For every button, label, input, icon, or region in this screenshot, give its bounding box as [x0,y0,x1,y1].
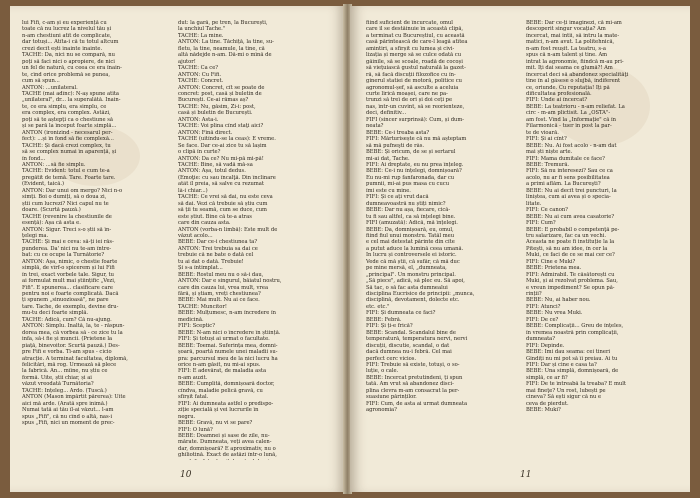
text-line: BEBE: Prietena mea. [526,265,582,272]
text-line: lâ-i chiar...) [178,187,208,194]
text-line: ANTON (ironizînd - necesarul per- [22,129,113,136]
text-line: FIFI (sincer surprinsă): Cum, și dum- [366,116,465,123]
text-line: îmi este cu mine. [366,187,411,194]
text-line: TACHE: Adică, cum? Că nu-ajung. [22,316,112,323]
text-line: medicină. [178,316,204,323]
text-line: temperatură, temperatura nervi, nervi [366,336,468,343]
text-line: BEBE: Ce-i treaba asta? [366,129,430,136]
text-line: „Să piece", adică, să plec eu. Să apoi, [366,278,465,285]
text-line: matici, n-am avut. La politehnică, [526,39,615,46]
text-line: încercat, mai întîi, să intru la mate- [526,32,620,39]
text-line: BEBE: Toemai. Suferința mea, domni- [178,342,278,349]
text-line: suasiune părinților. [366,394,417,401]
text-line: ră, să facă discuții filozofice cu în- [366,71,456,78]
text-line: o clipă în curte? [178,149,221,156]
text-line: punderea. Da' nici nu te-am între- [22,245,112,252]
text-line: nas, într-un cuvînt, să se reorienteze, [366,103,465,110]
text-line: FIFI: Cine e Muki? [526,258,576,265]
text-line: dificultatea profesională. [526,90,592,97]
left-page [10,6,345,492]
text-line: ANTON: ...unilateral. [22,84,78,91]
text-line: a primi aflăm. La Bucureşti? [526,181,601,188]
text-line: BEBE: E probabil o competenţă pe- [526,226,620,233]
text-line: pe mine mersă, el, „dumneata, [366,265,447,272]
text-line: Numai tată ai tău îl-ai văzut... l-am [22,407,114,414]
right-page-column-1 [366,20,504,460]
text-line: TACHE: Da, nici nu se compară, nu [22,52,115,59]
text-line: FIFI: Unde ai încercat? [526,97,588,104]
text-line: (Emoţie: cu sau încalţă. Din înclinare [178,174,276,181]
text-line: ANTON: Trei trebuia sa dai ce [178,245,258,252]
text-line: să ții tu seamă, cum se duce, cum [178,207,267,214]
text-line: discuții, discutie, scandal, o dat [366,342,450,349]
text-line: ANTON: Simplu. Înaltă, la, te - răspun- [22,323,125,330]
text-line: Și s-a întîmplat... [178,265,223,272]
text-line: ți spunem „sinuozioasă", ne pare [22,297,109,304]
right-page-column-2 [526,20,664,460]
text-line: infa, să-i fie și muncii. (Prietene la [22,336,113,343]
text-line: Muki, și ai rezolvat problema. Sau, [526,278,618,285]
text-line: casă și buletin de București. [178,110,253,117]
text-line: piață, binevoitor. Scurtă pauză.) Des- [22,342,120,349]
text-line: orice n-am găsit, nu mi-ai spus. [178,362,261,369]
text-line: FIFI: Ai dumneata astfel o predispo- [178,400,274,407]
text-line: agronomia? [366,407,397,414]
text-line: FIFI: Dar și cine e casa ta? [526,362,597,369]
text-line: BEBE: Tremură. [526,161,570,168]
text-line: ANTON: Asta-i. [178,116,219,123]
text-line: crezi decît ești înainte înainte. [22,45,103,52]
text-line: BEBE: Imi dau seama: cei tineri [526,349,611,356]
text-line: să se complex numai în aparență, și [22,149,117,156]
text-line: tată. Am vrut să abandonez disci- [366,381,454,388]
text-line: dorea mea, că vorbea să - ce zice tu la [22,329,123,336]
text-line: țelegi ma. [22,232,49,239]
text-line: ANTON: Concret, cît se poate de [178,84,265,91]
text-line: să dai. Vezi că trebuie să știu cum [178,200,268,207]
text-line: FIFI: Cum? [526,220,556,227]
text-line: BEBE: Nu vrea Muki. [526,310,583,317]
left-page-column-2 [178,20,316,460]
text-line: FIFI: Trebuie să existe, totuși, o so- [366,362,460,369]
text-line: perfect cerc vicios. [366,355,417,362]
text-line: lizația și merge să se culce odată cu [366,52,462,59]
text-line: pumnii, mi-ai pus masa cu cucu [366,181,450,188]
text-line: FIFI: Admirabil. Te căsătorești cu [526,271,615,278]
text-line: dacă dumnea nu-i febră. Cel mai [366,349,452,356]
text-line: BEBE: Dar nu așa, fiecare, cică- [366,207,451,214]
text-line: am fost. Vînd la „Informație" că în [526,116,616,123]
text-line: simplă, de vîrf-o spicerem și lui Fifi [22,265,115,272]
text-line: FIFI: Depinde. [526,342,565,349]
text-line: curte lîrică moașei, care ne pa- [366,90,448,97]
text-line: spus „Fifi", că nu cînd o altă, nas-i [22,413,113,420]
text-line: spus că n-am talent și tine. Am [526,52,608,59]
text-line: Pitești, să nu am idee, în cer la [526,245,608,252]
text-line: BEBE: Doamnei și sase de zile, nu- [178,433,270,439]
text-line: poți să te aștepți ca o chestiune să [22,116,113,123]
text-line: disciplină, devotament, dolecte etc. [366,297,460,304]
text-line: dut: la gară, pe tren, la București, [178,20,268,26]
text-line: era complex, era complex. Astăzi, [22,110,111,117]
text-line: atracție. A terminat facultatea, diplomă, [22,355,128,362]
text-line: doare. (Scurtă pauză.) [22,207,81,214]
text-line: disciplina Eucrisice de principii: „munca, [366,291,475,298]
text-line: te, ce era simplu, era simplu, ce [22,103,107,110]
text-line: BEBE: Muki? [526,407,561,414]
text-line: ai formulat mult mai științific „Vezi, [22,278,116,285]
text-line: acolo, nu ar fi sens posibilitatea [526,174,610,181]
text-line: FIFI: Și ce ați vrut dacă [366,194,429,201]
text-line: FIFI: Sceptic? [178,323,215,330]
text-line: altă nădejde n-am. Dă-mi o mînă de [178,52,272,59]
text-line: și se pară la început foarte simplă... [22,123,117,130]
text-line: Vede că mă știi, că sufăr, că mă duc [366,258,460,265]
text-line: în trei, exact vorbele tale. Sigur, tu [22,271,114,278]
text-line: TACHE: Evident: totul e cum te-a [22,168,110,175]
text-line: șoară, poartă numele unei maladii su- [178,349,278,356]
text-line: ANTON: Cu Fifi. [178,71,222,78]
text-line: mit. Iți dai seama ce glumă?! Am [526,65,613,72]
text-line: cîndva, maladie pelică gravă, cu [178,387,263,394]
text-line: TACHE: Ca ce? [178,65,219,72]
text-line: cum să spun... [22,78,60,85]
text-line: TACHE: Voi plina cînd staţi aici? [178,123,264,130]
text-line: Fifi". E spunerea... clasificare care [22,284,113,291]
text-line: pra: parcursul meu de la nici lucru ha [178,355,278,362]
text-line: FIFI (amuzată): Adică, mă înțelegi. [366,220,458,227]
text-line: TACHE: Muncitor! [178,303,227,310]
text-line: rinții? [526,291,542,298]
text-line: FIFI: Și totuși ai urmat o facultate. [178,336,270,343]
text-line: TACHE (mai adînc): N-aș spune atîta [22,90,120,97]
text-line: să mă pufneşti de râs. [366,142,425,149]
text-line: descoperit singur vocația? Am [526,26,606,33]
text-line: BEBE: Dar ce-ți imaginezi, că mi-am [526,20,622,26]
text-line: BEBE: Scandal. Scandalul bine de [366,329,456,336]
text-line: amintiri, a sfîrșit cu lumea și civi- [366,45,455,52]
text-line: BEBE: La teatrioru - n-am reliefat. La [526,103,625,110]
text-line: BEBE: Nu ai cum avea casatorie? [526,213,615,220]
text-line: Gîndiți nu mi pot să îi preiau. Ai tu [526,355,618,362]
text-line: aici mă arde. (Arată spre inimă.) [22,400,108,407]
text-line: trunzi să treî de ori și doi ceți pe [366,97,453,104]
text-line: ANTON: Sigur. Treci s-o știi să în- [22,226,112,233]
text-line: agronomul-șef, să asculte a aceluia [366,84,459,91]
text-line: simți. Boi o dumiți, să o doua zi, [22,194,107,201]
text-line: la fabrică. An... mîine, nu știu ce [22,368,108,375]
text-line: spus „Fifi, nici un moment de prec- [22,420,115,427]
left-page-column-1 [22,20,160,460]
text-line: „unilateral", dr... la superalătă. Înain- [22,97,121,104]
text-line: care îl se destăinuie în această clipă, [366,26,464,33]
text-line: te, cînd orice problemă se punea, [22,71,111,78]
text-line: ANTON: Așa, totul dedus. [178,168,246,175]
text-line: tu ai dat o dată. Trebuie! [178,258,244,265]
text-line: pentru noi e foarte complicată. Dacă [22,291,119,298]
text-line: ANTON: Fină direct. [178,129,233,136]
text-line: FIFI: Atunci? [526,303,561,310]
text-line: litate. [526,200,542,207]
text-line: te de vioară. [526,129,559,136]
text-line: BEBE: Și oricum, de se și sertarul [366,149,456,156]
text-line: dar totuși... Atîta-i că tu totul altcum [22,39,119,46]
text-line: FIFI: Cum, de asta ai urmat dumneata [366,400,468,407]
text-line: FIFI: E adevărat, de maladia asta [178,368,267,375]
text-line: FIFI: De ce? [526,316,559,323]
text-line: etc. etc." [366,303,390,310]
text-line: felicitări, mă rog. Urmează să plece [22,362,117,369]
text-line: sfîrșit fatal. [178,394,209,401]
text-line: București. Ce-ai rămas aș? [178,97,249,104]
text-line: fiind suficient de încurcate, omul [366,20,453,26]
text-line: BEBE: Febră. [366,316,402,323]
text-line [178,459,316,460]
left-page-number: 10 [180,470,192,480]
text-line: să viețuiască gustul naturală la gazet- [366,65,466,72]
text-line: fiind fiul unui monstru. Tatăl meu [366,232,455,239]
text-line: mi-ai dat, Tache. [366,155,410,162]
text-line: lui Fifi, c-am și eu experiență cu [22,20,107,26]
text-line: ANTON (vorba-n limbă): Este mult de [178,226,278,233]
text-line: știi cum lucrezi? Nici capul nu te [22,200,109,207]
text-line: BEBE: N-am nici o încredere în știință. [178,329,281,336]
text-line: a putut aduce la lumină ceea umană. [366,245,464,252]
text-line: TACHE: Concret. [178,78,224,85]
text-line: a terminat cu Bucureștiul, cu această [366,32,465,39]
text-line: ANTON: Așa, nimic, o chestie foarte [22,258,118,265]
text-line: în fond... [22,155,46,162]
text-line: BEBE: Cumplită, domnișoară doctor, [178,381,275,388]
text-line: ghiliotină. Exact de astăzi într-o lună, [178,452,277,459]
text-line: casă părintească de care-l leagă atîtea [366,39,468,46]
text-line: deci, definitiv... [366,110,407,117]
text-line: ce, oriunde. Cu reputația! Iți pă [526,84,610,91]
text-line: tu fi sau altfel, ca să înțelegi bine. [366,213,456,220]
text-line: FIFI: Să nu interesezi? Sau ce ca [526,168,613,175]
text-line: TACHE: La mine. [178,32,224,39]
text-line: plina clevra m-am consacrat la per- [366,387,460,394]
text-line: BEBE: Gravă, nu vi se pare? [178,420,253,427]
text-line: FIFI: Ce canon? [526,207,568,214]
text-line: fără, și știam, vreți chestiunea? [178,291,261,298]
text-line: mai fineţe? Un rost, lubești pe [526,387,606,394]
text-line: cineva? Să ești sigur că nu e [526,394,602,401]
text-line: TACHE: Înțeleg... Ardo. (Tuscă.) [22,387,107,394]
text-line: BEBE: Dar ce-i chestiunea ta? [178,239,258,246]
text-line: circ - m-am plictisit. La „OSTA"- [526,110,611,117]
text-line: văzut acolo... [178,232,213,239]
text-line: fect): ...și în fond să fie complexă... [22,136,114,143]
text-line: fletu, la tine, neamule, la tine, că [178,45,265,52]
text-line: FIFI: De te întreabă Ia treaba? E mult [526,381,626,388]
text-line: BEBE: Nu, ai haber nou. [526,297,591,304]
right-page [350,6,690,492]
text-line: trebuie că ne bate o dată cel [178,252,254,259]
text-line: dar, domnișoară? E aproximativ, nu o [178,445,276,452]
text-line: n-am fost reușit. La teatru, s-a [526,45,606,52]
text-line: care din cauza lui, vrea mult, vrea [178,284,269,291]
text-line: un fel de natură, cu ceea ce era înain- [22,65,122,72]
text-line: toate că nu lucrez la nivelul tău și [22,26,112,33]
text-line: Filarmonică - tuer în post la par- [526,123,612,130]
text-line: tine în al gâsese o slujbă, îndiferent [526,78,621,85]
text-line: BEBE: Mulțumesc, n-am încredere în [178,310,276,317]
text-line: tare. Tache, de exemplu, devine dru- [22,303,119,310]
text-line: negru. [178,413,196,420]
text-line: BEBE: Incercat pretutindeni, ți spun [366,374,463,381]
text-line: tru salarizare, fac ca un vechi. [526,232,606,239]
text-line: neata? [366,123,384,130]
text-line: luție, o cale. [366,368,399,375]
text-line: TACHE: Nu, găsim, Zi-i: post, [178,103,256,110]
text-line: FIFI: Și ai cînt? [526,136,567,143]
text-line: Muki, ce faci de ce se mai cer ce? [526,252,615,259]
text-line: simplă, ce ar fi? [526,374,568,381]
text-line: BEBE: Nu ai decît trei puncturi, la [526,187,617,194]
text-line: poți să faci nici o apropiere, de nici [22,58,115,65]
text-line: găinile, să se scoale, roadă de cocoși [366,58,463,65]
text-line: ANTON (Mason impărtit părerea): Uite [22,394,126,401]
text-line: BEBE: Nu. Ai fost acolo - n-am dat [526,142,617,149]
text-line: TACHE: Bine, să vadă mă-sa [178,161,253,168]
text-line: e cel mai detestat părinte din cîte [366,239,455,246]
text-line: mai ști niște arte. [526,149,573,156]
text-line: „principal". Un monstru principal. [366,271,456,278]
text-line: pregătit de temă. Tare. Foarte tare. [22,174,116,181]
text-line: Eu nu-mi rup fanfaronada, dar cu [366,174,455,181]
text-line: văzut vreodată Turnătoria? [22,381,94,388]
text-line: TACHE (revenire la chestiunile de [22,213,112,220]
text-line: BEBE: Da, domnișoară, eu, omul, [366,226,454,233]
text-line: FIFI: Și ți-e frică? [366,323,413,330]
text-line: în vremea noastră prin complicații, [526,329,619,336]
text-line: concret: post, casă și buletin de [178,90,262,97]
text-line: FIFI: Mărturisește că nu mă așteptam [366,136,467,143]
text-line: FIFI: O lună? [178,426,213,433]
right-page-number: 11 [520,470,532,480]
text-line: ajutor! [178,58,196,65]
text-line: n-am auzit. [178,374,208,381]
text-line: bat: cu ce ocupe la Turnătorie? [22,252,105,259]
text-line: care din cauza asta. [178,220,231,227]
text-line: mu-tu deci foarte simplă. [22,310,89,317]
text-line: TACHE: Și mai e ceva: să-ți iei răs- [22,239,114,246]
text-line: atât îl preia, să salve cu rezumat [178,181,264,188]
text-line: intrat la agronomie, fiindcă m-au pri- [526,58,624,65]
text-line: BEBE: Rostul meu nu o să-i dau, [178,271,264,278]
text-line: ANTON: La tine. Tăchiță, la tine, su- [178,39,274,46]
text-line: BEBE: Complicații... Greu de înțeles, [526,323,624,330]
text-line: Aceasta ne poate fi instituție la la [526,239,615,246]
text-line: ANTON: Dar e singurul, băiatul nostru, [178,278,282,285]
text-line: la unchiul Tache." [178,26,226,33]
text-line: FIFI: Și dumneata ce faci? [366,310,436,317]
text-line: formă. Uite, știi chiar, și ai [22,374,92,381]
text-line: liniștea, cum ai avea și o specia- [526,194,611,201]
text-line: mărate. Dumneata, veți avea calen- [178,439,272,446]
text-line: dumneata? [526,336,556,343]
text-line: TACHE (uitîndu-se la ceas): E vreme. [178,136,276,143]
text-line: esență): Așa că asta e. [22,220,81,227]
text-line: BEBE: Mai mult. Nu ai ce face. [178,297,260,304]
text-line: Se face. Dar ce-ai zice tu să lașim [178,142,267,149]
text-line: n-am chestiuni atît de complicate, [22,32,112,39]
text-line: FIFI: Ai dreptate, eu nu prea înțeleg. [366,161,464,168]
text-line: În lucru și controversele ei istoric. [366,252,457,259]
text-line: pre Fifi e vorba. Tî-am spus - cicio [22,349,112,356]
text-line: ANTON: ...să fie simplu. [22,161,86,168]
text-line: ANTON: Dar unui om mergo? Nici n-o [22,187,123,194]
text-line: ziție specială și vei lucrurile în [178,407,259,414]
text-line: ceva de pierdut. [526,400,569,407]
text-line: e vreun impediment? Se opun pă- [526,284,615,291]
text-line: este știut. Bine că te-a atras [178,213,252,220]
text-line: Să tac, o să fac asta dumnealui [366,284,448,291]
text-line: dumneavoastră nu știți nimic? [366,200,446,207]
text-line: BEBE: Una simplă, domnișoară, de [526,368,619,375]
text-line: BEBE: Ce-i nu înțelegi, domnișoară? [366,168,462,175]
text-line: FIFI: Mama dumitale ce face? [526,155,605,162]
text-line: ginerul statiei de motoră, politice cu [366,78,463,85]
text-line: TACHE: Și dacă crezi complex, tu [22,142,111,149]
text-line: TACHE: Ce vrei să dai, nu este ceva [178,194,273,201]
text-line: (Evident, taică.) [22,181,65,188]
text-line: încercat deci să abandonez specialităţi [526,71,629,78]
text-line: ANTON: Da ce? Nu mi-pă mi-pă! [178,155,264,162]
